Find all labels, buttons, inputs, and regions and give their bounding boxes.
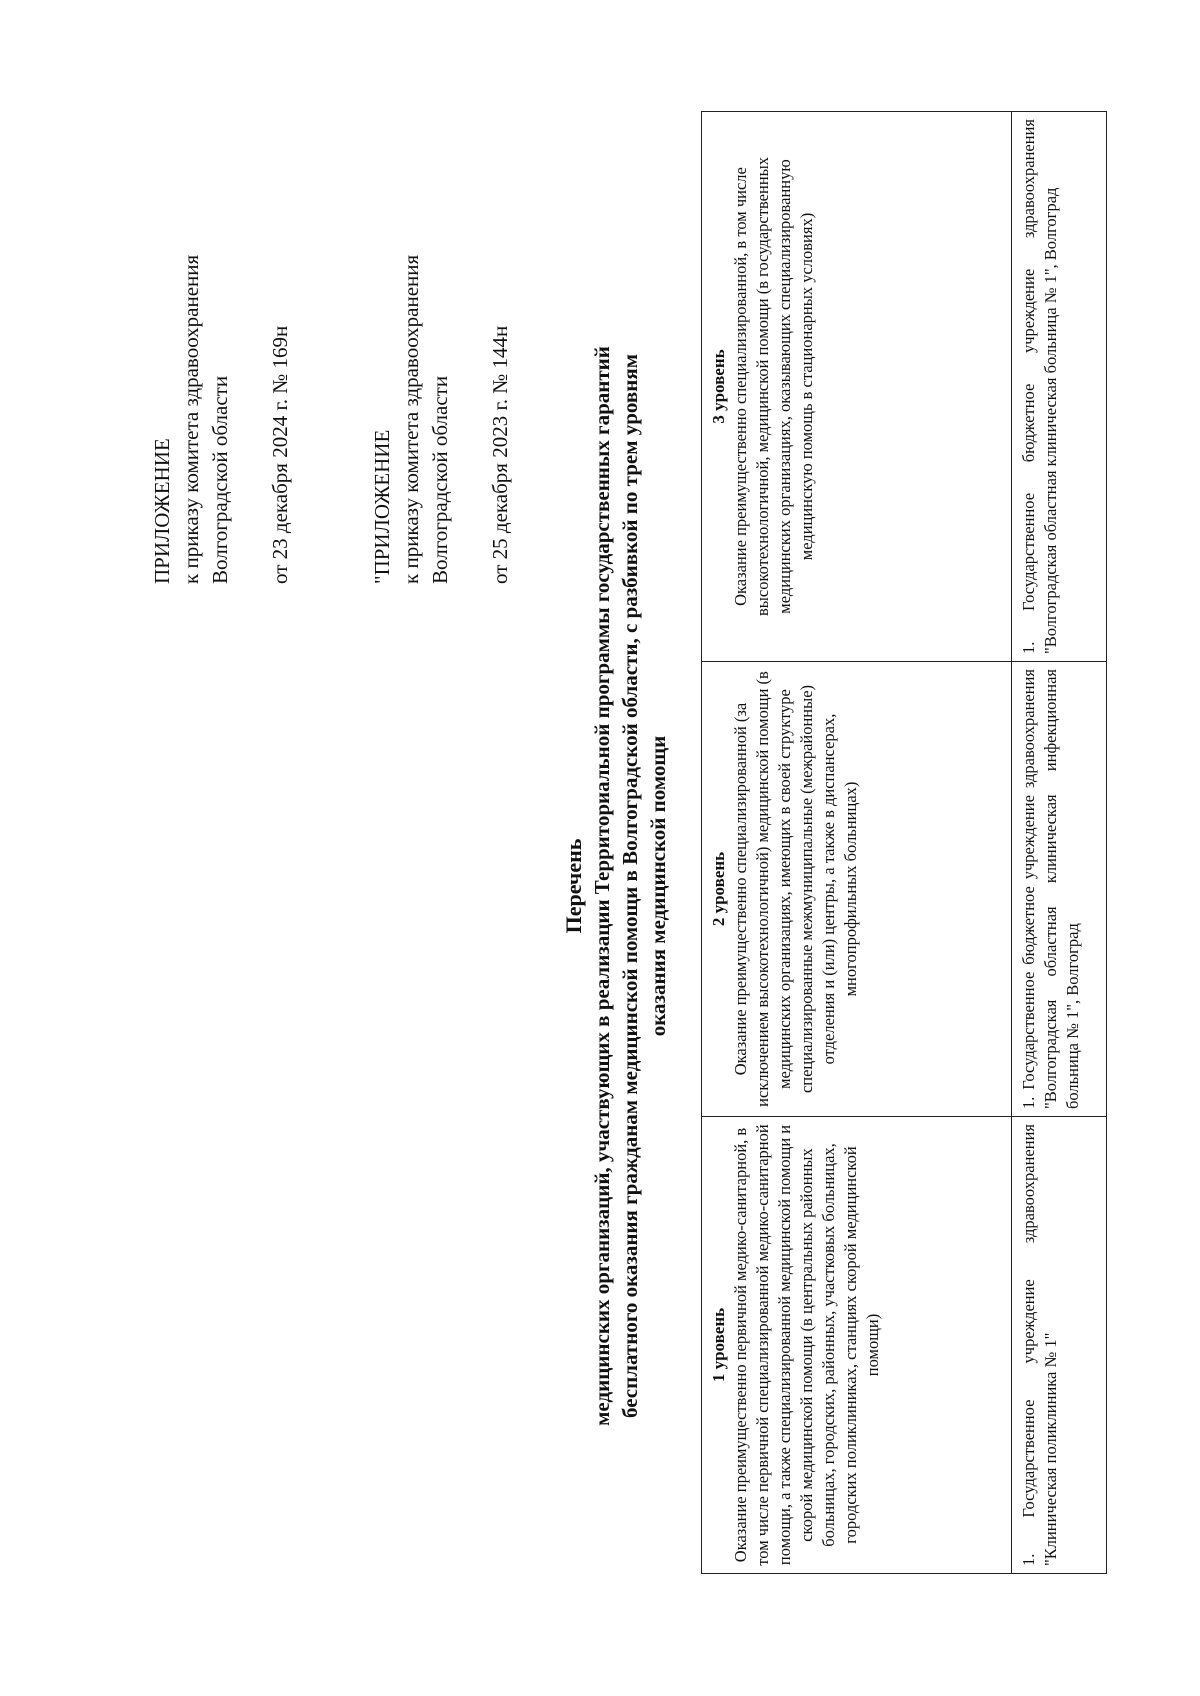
table-header-row bbox=[702, 112, 1012, 1574]
level-label: 1 уровень bbox=[709, 1307, 728, 1383]
organizations-table bbox=[701, 111, 1107, 1574]
title-main: Перечень bbox=[561, 838, 586, 934]
level-description: Оказание преимущественно первичной медико-санитарной, в том числе первичной специализированной медико-санитарной помощи, а также специализированной медицинской помощи и скорой медицинской помощи (в центральных районных больницах, городских, районных, участковых больницах, городских поликлиниках, станциях скорой медицинской помощи) bbox=[731, 1124, 882, 1566]
header-cell-level-1 bbox=[702, 1117, 1012, 1574]
table-cell: 1. Государственное бюджетное учреждение здравоохранения "Волгоградская областная клиническая больница № 1", Волгоград bbox=[1012, 112, 1107, 662]
appendix-title: ПРИЛОЖЕНИЕ bbox=[150, 438, 174, 584]
appendix-date: от 23 декабря 2024 г. № 169н bbox=[268, 325, 292, 584]
appendix-region-line: Волгоградской области bbox=[428, 375, 452, 584]
document-title bbox=[560, 116, 672, 1656]
appendix-header-current bbox=[148, 24, 295, 584]
title-line-3: оказания медицинской помощи bbox=[646, 735, 670, 1037]
level-label: 3 уровень bbox=[709, 349, 728, 424]
table-cell: 1. Государственное бюджетное учреждение здравоохранения "Волгоградская областная клиническая инфекционная больница № 1", Волгоград bbox=[1012, 662, 1107, 1117]
level-description: Оказание преимущественно специализированной, в том числе высокотехнологичной, медицинской помощи (в государственных медицинских организациях, оказывающих специализированную медицинскую помощь в стационарных условиях) bbox=[731, 157, 816, 616]
table-cell: 1. Государственное учреждение здравоохранения "Клиническая поликлиника № 1" bbox=[1012, 1117, 1107, 1574]
appendix-date: от 25 декабря 2023 г. № 144н bbox=[488, 325, 512, 584]
table-row bbox=[1012, 112, 1107, 1574]
appendix-order-line: к приказу комитета здравоохранения bbox=[179, 254, 203, 584]
header-cell-level-3 bbox=[702, 112, 1012, 662]
title-line-1: медицинских организаций, участвующих в реализации Территориальной программы государственных гарантий bbox=[590, 346, 614, 1426]
appendix-header-previous bbox=[368, 24, 515, 584]
level-description: Оказание преимущественно специализированной (за исключением высокотехнологичной) медицинской помощи (в медицинских организациях, имеющих в своей структуре специализированные межмуниципальные (межрайонные) отделения и (или) центры, а также в диспансерах, многопрофильных больницах) bbox=[731, 671, 860, 1107]
appendix-order-line: к приказу комитета здравоохранения bbox=[399, 254, 423, 584]
header-cell-level-2 bbox=[702, 662, 1012, 1117]
appendix-title: "ПРИЛОЖЕНИЕ bbox=[370, 429, 394, 584]
appendix-region-line: Волгоградской области bbox=[208, 375, 232, 584]
title-line-2: бесплатного оказания гражданам медицинской помощи в Волгоградской области, с разбивкой по трем уровням bbox=[618, 353, 642, 1419]
level-label: 2 уровень bbox=[709, 851, 728, 927]
